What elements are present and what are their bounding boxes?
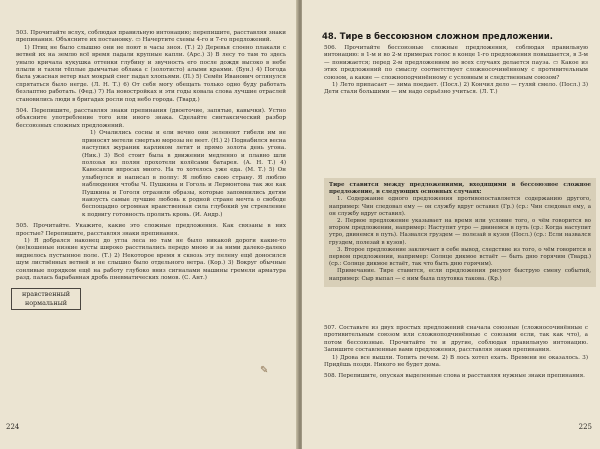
rule-note: Примечание. Тире ставится, если предложения рисуют быструю смену событий, например: Сыр выпал — с ним была плутовка такова. (Кр.): [329, 268, 591, 282]
rule-2: 2. Первое предложение указывает на время или условие того, о чём говорится во втором предложении, например: Наступит утро — двинемся в путь (ср.: Когда наступит утро, двинемся в путь). Назвался груздем — полезай в кузов (Посл.) (ср.: Если назвался груздем, полезай в кузов).: [329, 218, 591, 246]
rule-box: [324, 178, 596, 287]
exercise-503-text: 1) Птиц не было слышно они не поют в часы зноя. (Т.) 2) Деревья слоено плакали с ветвей их на землю всё время падали крупные капли. (Арс.) 3) В лесу то там то здесь уныло кричала кукушка оттенки глубину и звучность его после дождя высоко в небе плыли и таяли тёплые дымчатые облака с (золотисто) алыми краями. (Бун.) 4) Погода была ужасная ветер выл мокрый снег падал хлопьями. (П.) 5) Семён Иванович оглянулся спрятаться было негде. (Л. Н. Т.) 6) От себя могу обещать только одно буду работать безлаптно работать. (Фед.) 7) На новостройках и эти годы ковала слова лучшие отраслей становились люди в бригадах росли под небо города. (Твард.): [16, 44, 286, 103]
exercise-506-task: 506. Прочитайте бессоюзные сложные предложения, соблюдая правильную интонацию: в 1-м и во 2-м примерах голос в конце 1-го предложения повышается, в 3-м — понижается; перед 2-м предложением во всех случаях делается пауза. ▭ Какое из этих предложений по смыслу соответствует сложносочинённому с противительным союзом, а какие — сложноподчинённому с условным и следственным союзом?: [324, 45, 588, 81]
exercise-505-text: 1) Я добрался наконец до угла леса но там не было никакой дороги какие-то (не)кошеные низкие кусты широко расстилались передо мною и за ними далеко-далеко виднелось пустынное поле. (Т.) 2) Некоторое время я сквозь эту пелену ещё доносился шум листвённых ветвей и не слышно было отдельного ветра. (Кор.) 3) Вокруг обычные сонливые порядком ещё на работу глубоко вниз сигналами машины гремели арматура разд. палась барабанная дробь пневматических ломов. (С. Ант.): [16, 237, 286, 281]
rule-3: 3. Второе предложение заключает в себе вывод, следствие из того, о чём говорится в первом предложении, например: Солнце дикмое встаёт — быть дню горячим (Твард.) (ср.: Солнце дикмое встаёт, так что быть дню горячим).: [329, 246, 591, 268]
exercise-506-text: 1) Лето припасает — зима поедает. (Посл.) 2) Кончил дело — гуляй смело. (Посл.) 3) Дети стали большими — им надо серьёзно учиться. (Л. Т.): [324, 82, 588, 96]
exercise-504-task: 504. Перепишите, расставляя знаки препинания (двоеточие, запятые, кавычки). Устно объясните употребление того или иного знака. Сделайте синтаксический разбор бессоюзных сложных предложений.: [16, 108, 286, 129]
exercise-507-task: 507. Составьте из двух простых предложений сначала союзные (сложносочинённые с противительным союзом или сложноподчинённые с союзами если, так как что), а потом бессоюзные. Прочитайте те и другие, соблюдая правильную интонацию. Запишите составленные вами предложения, расставляя знаки препинания.: [324, 325, 588, 354]
right-text-column-bottom: [324, 325, 588, 381]
left-text-column: [16, 30, 286, 282]
exercise-508-task: 508. Перепишите, опуская выделенные слова и расставляя нужные знаки препинания.: [324, 373, 585, 380]
rule-intro: Тире ставится между предложениями, входящими в бессоюзное сложное предложение, в следующих основных случаях:: [329, 182, 591, 196]
exercise-503-task: 503. Прочитайте вслух, соблюдая правильную интонацию; перепишите, расставляя знаки препинания. Объясните их постановку. ▭ Начертите схемы 4-го и 7-го предложений.: [16, 30, 286, 44]
exercise-505-task: 505. Прочитайте. Укажите, какие это сложные предложения. Как связаны в них простые? Перепишите, расставляя знаки препинания.: [16, 223, 286, 237]
vocabulary-box: нравственный нормальный: [11, 288, 81, 310]
right-page-number: 225: [578, 422, 592, 431]
left-page-number: 224: [6, 422, 20, 431]
right-text-column-top: [324, 45, 588, 97]
section-title: 48. Тире в бессоюзном сложном предложении.: [322, 31, 553, 41]
rule-1: 1. Содержание одного предложения противопоставляется содержанию другого, например: Чин следовал ему — он службу вдруг оставил (Гр.) (ср.: Чин следовал ему, а он службу вдруг оставил).: [329, 196, 591, 217]
pencil-mark-icon: ✎: [260, 365, 269, 376]
exercise-507-text: 1) Дрова все вышли. Топить печем. 2) В лось хотел ехать. Времени не оказалось. 3) Придёшь позди. Никого не будет дома.: [324, 354, 588, 369]
exercise-504-text: 1) Очалились сосны и ели вечно они зеленеют гибели им не приносят метели смертью морозы не веет. (Н.) 2) Поднабился весна наступил жураник карликом летит и прямо золота день угона. (Ник.) 3) Всё стоит была в движении медленно и плавно шли полозья из полян прохотели колёсами батарея. (А. Н. Т.) 4) Кавесавли впросах много. На то хотелось уже еда. (М. Т.) 5) Он улыбнулся и написал в полпу: Я люблю свою страну. Я люблю наблюдения чтобы Ч. Пушкина и Гоголь и Лермонтова так же как Пушкина и Гоголя отразили образы, которые запомнились детям наизусть самые лучшие любовь к родной стране мечта о свободе беспощадно огромная нравственная сила глубокий ум стремление к подвигу готовность пролить кровь. (И. Андр.): [82, 130, 286, 218]
right-page: [302, 0, 600, 449]
left-page: [0, 0, 298, 449]
